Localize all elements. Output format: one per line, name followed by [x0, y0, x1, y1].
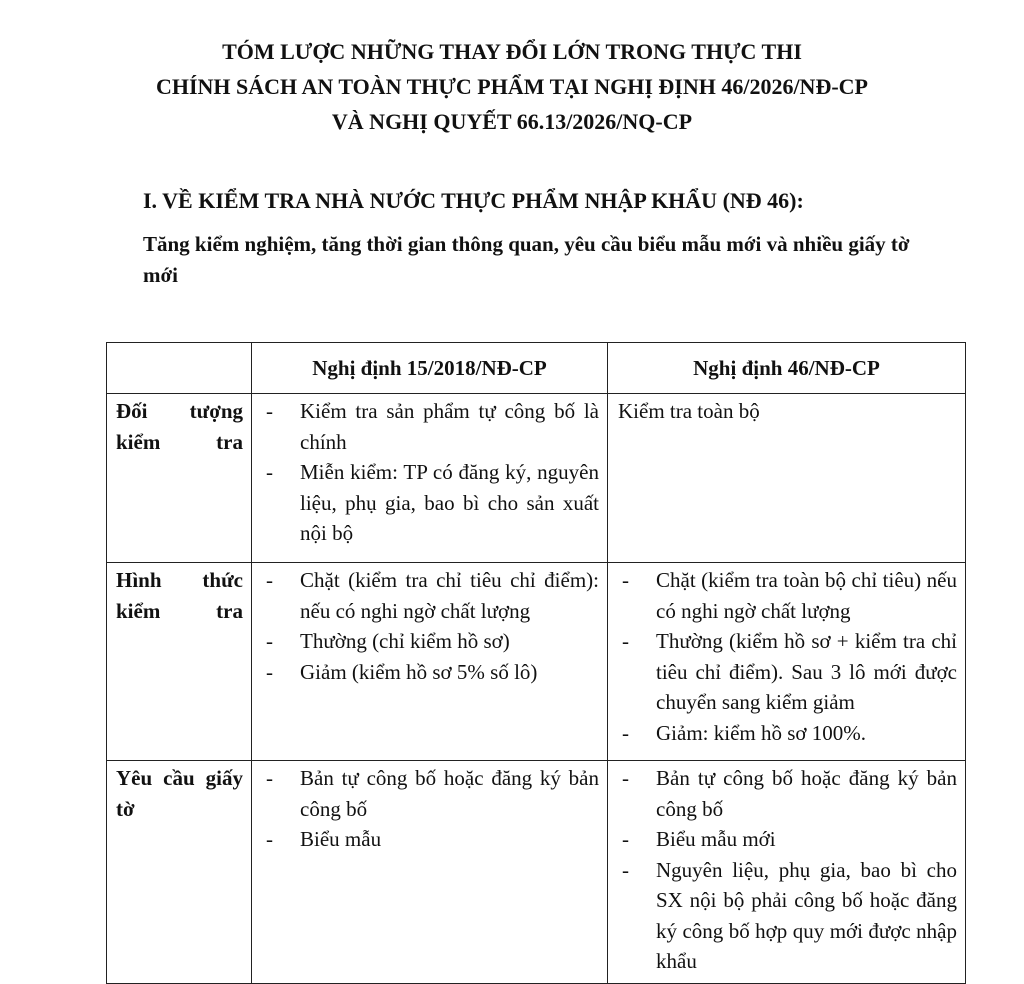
section-heading: I. VỀ KIỂM TRA NHÀ NƯỚC THỰC PHẨM NHẬP KHẨU (NĐ 46): [143, 188, 804, 213]
new-decree-cell [608, 394, 966, 563]
list-item-text: Biểu mẫu [300, 827, 382, 851]
list-item-text: Chặt (kiểm tra chỉ tiêu chỉ điểm): nếu có nghi ngờ chất lượng [300, 568, 599, 623]
list-item-text: Kiểm tra sản phẩm tự công bố là chính [300, 399, 599, 454]
table-row [107, 563, 966, 761]
list-item [252, 565, 599, 626]
row-label-cell [107, 563, 252, 761]
list-item [252, 396, 599, 457]
document-title [0, 34, 1024, 139]
list-item-text: Giảm (kiểm hồ sơ 5% số lô) [300, 659, 538, 684]
row-label: Đối tượng kiểm tra [116, 399, 243, 454]
list-item [608, 565, 957, 626]
old-decree-cell [252, 563, 608, 761]
new-decree-list [608, 761, 965, 983]
list-item [608, 718, 957, 749]
section-subheading: Tăng kiểm nghiệm, tăng thời gian thông quan, yêu cầu biểu mẫu mới và nhiều giấy tờ mới [143, 232, 910, 287]
dash-bullet: - [266, 460, 273, 484]
list-item-text: Thường (kiểm hồ sơ + kiểm tra chỉ tiêu chỉ điểm). Sau 3 lô mới được chuyển sang kiểm giảm [656, 629, 957, 714]
list-item [608, 763, 957, 824]
table-row [107, 761, 966, 984]
dash-bullet: - [622, 629, 629, 653]
list-item [608, 626, 957, 718]
old-decree-list [252, 563, 607, 693]
list-item-text: Nguyên liệu, phụ gia, bao bì cho SX nội bộ phải công bố hoặc đăng ký công bố hợp quy mới được nhập khẩu [656, 857, 957, 973]
old-decree-cell [252, 394, 608, 563]
dash-bullet: - [266, 399, 273, 423]
title-line-2: CHÍNH SÁCH AN TOÀN THỰC PHẨM TẠI NGHỊ ĐỊNH 46/2026/NĐ-CP [155, 74, 868, 99]
list-item-text: Giảm: kiểm hồ sơ 100%. [656, 720, 866, 745]
old-decree-cell [252, 761, 608, 984]
dash-bullet: - [266, 766, 273, 790]
old-decree-list [252, 761, 607, 861]
new-decree-text: Kiểm tra toàn bộ [618, 399, 760, 423]
list-item-text: Biểu mẫu mới [656, 827, 776, 851]
list-item [252, 657, 599, 688]
list-item-text: Miễn kiểm: TP có đăng ký, nguyên liệu, phụ gia, bao bì cho sản xuất nội bộ [300, 460, 599, 545]
title-line-1: TÓM LƯỢC NHỮNG THAY ĐỔI LỚN TRONG THỰC THI [222, 39, 802, 64]
dash-bullet: - [622, 857, 629, 882]
list-item [252, 824, 599, 855]
list-item [252, 626, 599, 657]
list-item [252, 457, 599, 549]
list-item [252, 763, 599, 824]
list-item-text: Bản tự công bố hoặc đăng ký bản công bố [656, 766, 957, 821]
dash-bullet: - [622, 827, 629, 851]
row-label-cell [107, 761, 252, 984]
header-old-decree: Nghị định 15/2018/NĐ-CP [252, 343, 608, 394]
new-decree-cell [608, 563, 966, 761]
list-item [608, 855, 957, 977]
new-decree-list [608, 563, 965, 754]
dash-bullet: - [266, 827, 273, 851]
header-new-decree: Nghị định 46/NĐ-CP [608, 343, 966, 394]
dash-bullet: - [622, 720, 629, 745]
list-item [608, 824, 957, 855]
table-row [107, 394, 966, 563]
dash-bullet: - [266, 659, 273, 684]
list-item-text: Thường (chỉ kiểm hồ sơ) [300, 629, 510, 653]
title-line-3: VÀ NGHỊ QUYẾT 66.13/2026/NQ-CP [331, 109, 693, 134]
row-label: Hình thức kiểm tra [116, 568, 243, 623]
header-empty-cell [107, 343, 252, 394]
dash-bullet: - [622, 766, 629, 790]
comparison-table [106, 342, 966, 984]
dash-bullet: - [622, 568, 629, 592]
row-label-cell [107, 394, 252, 563]
new-decree-cell [608, 761, 966, 984]
old-decree-list [252, 394, 607, 555]
dash-bullet: - [266, 629, 273, 653]
row-label: Yêu cầu giấy tờ [116, 766, 243, 821]
list-item-text: Chặt (kiểm tra toàn bộ chỉ tiêu) nếu có nghi ngờ chất lượng [656, 568, 957, 623]
list-item-text: Bản tự công bố hoặc đăng ký bản công bố [300, 766, 599, 821]
table-header-row [107, 343, 966, 394]
dash-bullet: - [266, 568, 273, 592]
